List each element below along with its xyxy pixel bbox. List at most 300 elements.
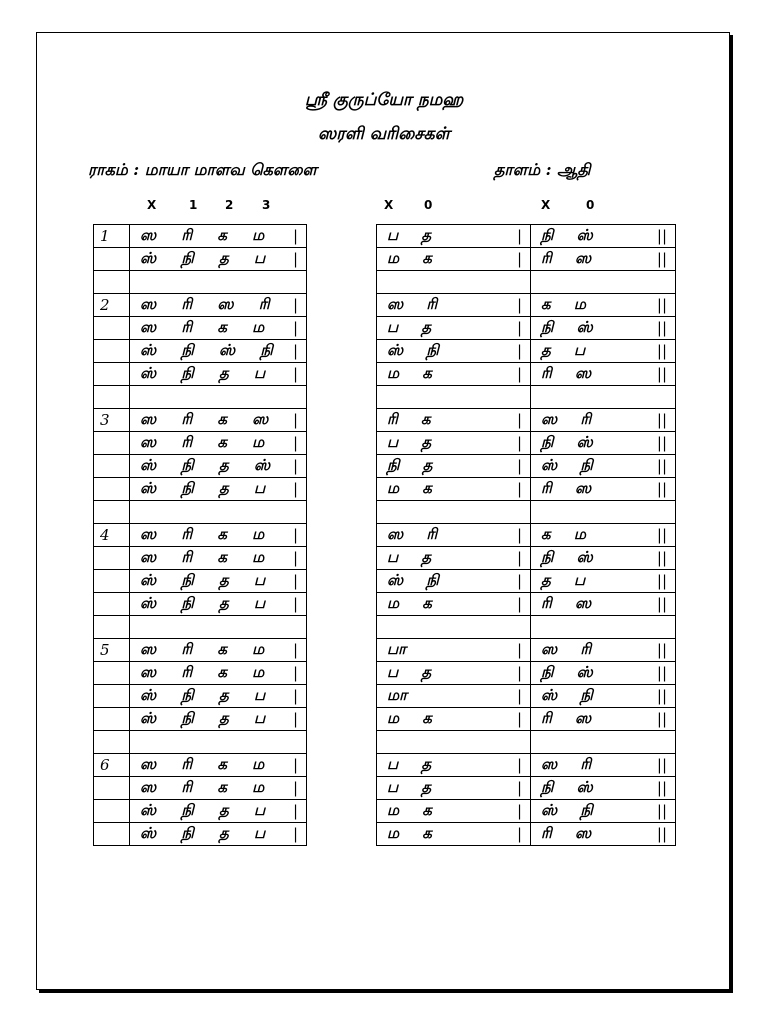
- tala-bar: |: [292, 779, 298, 797]
- tala-bar: |: [516, 802, 522, 820]
- tala-bar: |: [292, 250, 298, 268]
- tala-bar: |: [292, 434, 298, 452]
- laghu-cell: [130, 248, 307, 271]
- table-row: [94, 708, 676, 731]
- drutam-cell-2: [531, 800, 676, 823]
- column-gap: [307, 616, 377, 639]
- drutam-cell-1: [377, 478, 531, 501]
- table-row: [94, 501, 676, 524]
- drutam-cell-2: [531, 432, 676, 455]
- drutam-cell-2: [531, 225, 676, 248]
- swara-notes: நி ஸ்: [541, 226, 593, 244]
- beat-marker: 3: [262, 198, 271, 212]
- tala-bar: |: [292, 549, 298, 567]
- tala-bar: ||: [656, 756, 667, 774]
- tala-bar: |: [516, 227, 522, 245]
- row-number: [94, 363, 130, 386]
- table-row: [94, 777, 676, 800]
- tala-bar: |: [516, 457, 522, 475]
- tala-bar: ||: [656, 572, 667, 590]
- swara-notes: ஸ ரி க ம: [140, 663, 265, 681]
- laghu-cell: [130, 593, 307, 616]
- drutam-cell-2: [531, 731, 676, 754]
- drutam-cell-1: [377, 754, 531, 777]
- tala-bar: |: [516, 710, 522, 728]
- row-number: [94, 662, 130, 685]
- swara-notes: ஸ ரி க ம: [140, 226, 265, 244]
- drutam-cell-1: [377, 501, 531, 524]
- row-number: [94, 271, 130, 294]
- tala-bar: ||: [656, 802, 667, 820]
- drutam-cell-2: [531, 455, 676, 478]
- tala-bar: |: [292, 664, 298, 682]
- swara-notes: ம க: [387, 479, 432, 497]
- tala-bar: ||: [656, 319, 667, 337]
- drutam-cell-2: [531, 386, 676, 409]
- swara-notes: ஸ ரி ஸ ரி: [140, 295, 270, 313]
- swara-notes: ஸ் நி த ப: [140, 249, 266, 267]
- beat-marker: X: [541, 198, 551, 212]
- drutam-cell-2: [531, 524, 676, 547]
- row-number: [94, 823, 130, 846]
- row-number: [94, 501, 130, 524]
- swara-notes: ம க: [387, 801, 432, 819]
- drutam-cell-1: [377, 409, 531, 432]
- swara-notes: ஸ் நி த ப: [140, 824, 266, 842]
- table-row: [94, 363, 676, 386]
- table-row: [94, 662, 676, 685]
- swara-notes: ஸ் நி த ப: [140, 594, 266, 612]
- tala-bar: ||: [656, 227, 667, 245]
- tala-bar: ||: [656, 595, 667, 613]
- row-number: [94, 685, 130, 708]
- laghu-cell: [130, 754, 307, 777]
- column-gap: [307, 685, 377, 708]
- tala-bar: |: [516, 595, 522, 613]
- tala-bar: |: [516, 572, 522, 590]
- swara-notes: ஸ ரி க ம: [140, 640, 265, 658]
- table-row: [94, 248, 676, 271]
- tala-bar: |: [516, 319, 522, 337]
- drutam-cell-1: [377, 317, 531, 340]
- beat-marker: X: [147, 198, 157, 212]
- table-row: [94, 547, 676, 570]
- drutam-cell-1: [377, 524, 531, 547]
- swara-notes: பா: [387, 640, 406, 658]
- column-gap: [307, 386, 377, 409]
- drutam-cell-2: [531, 662, 676, 685]
- column-gap: [307, 340, 377, 363]
- tala-bar: |: [516, 779, 522, 797]
- swara-notes: ரி ஸ: [541, 594, 592, 612]
- swara-notes: ஸ ரி க ம: [140, 755, 265, 773]
- drutam-cell-1: [377, 777, 531, 800]
- tala-bar: ||: [656, 641, 667, 659]
- tala-bar: |: [516, 641, 522, 659]
- drutam-cell-1: [377, 639, 531, 662]
- tala-bar: ||: [656, 687, 667, 705]
- column-gap: [307, 478, 377, 501]
- swara-notes: ஸ் நி த ப: [140, 479, 266, 497]
- swara-notes: ஸ் நி த ப: [140, 801, 266, 819]
- swara-notes: ப த: [387, 318, 432, 336]
- swara-notes: ஸ் நி த ப: [140, 571, 266, 589]
- row-number: [94, 340, 130, 363]
- column-gap: [307, 731, 377, 754]
- swara-notes: ரி ஸ: [541, 364, 592, 382]
- row-number: [94, 478, 130, 501]
- page-title: ஸ்ரீ குருப்யோ நமஹ: [304, 90, 464, 110]
- swara-notes: ஸ் நி: [387, 341, 439, 359]
- row-number: [94, 731, 130, 754]
- swara-notes: நி ஸ்: [541, 778, 593, 796]
- swara-notes: ஸ ரி: [387, 295, 438, 313]
- laghu-cell: [130, 685, 307, 708]
- table-row: [94, 524, 676, 547]
- table-row: [94, 340, 676, 363]
- drutam-cell-1: [377, 800, 531, 823]
- table-row: [94, 432, 676, 455]
- table-row: [94, 455, 676, 478]
- row-number: [94, 800, 130, 823]
- swara-notes: ஸ் நி: [387, 571, 439, 589]
- drutam-cell-2: [531, 754, 676, 777]
- laghu-cell: [130, 294, 307, 317]
- swara-notes: ஸ் நி த ப: [140, 364, 266, 382]
- swara-table: [93, 224, 676, 846]
- row-number: [94, 547, 130, 570]
- tala-bar: |: [292, 572, 298, 590]
- raga-label: ராகம் : மாயா மாளவ கௌளை: [88, 160, 317, 179]
- drutam-cell-1: [377, 455, 531, 478]
- row-number: [94, 455, 130, 478]
- laghu-cell: [130, 524, 307, 547]
- row-number: 4: [94, 524, 130, 547]
- tala-label: தாளம் : ஆதி: [494, 160, 591, 179]
- table-row: [94, 386, 676, 409]
- tala-bar: |: [292, 595, 298, 613]
- tala-bar: |: [516, 365, 522, 383]
- table-row: [94, 639, 676, 662]
- tala-bar: |: [516, 296, 522, 314]
- tala-bar: |: [516, 825, 522, 843]
- tala-bar: ||: [656, 342, 667, 360]
- drutam-cell-1: [377, 248, 531, 271]
- drutam-cell-1: [377, 731, 531, 754]
- laghu-cell: [130, 501, 307, 524]
- swara-notes: ப த: [387, 226, 432, 244]
- row-number: [94, 248, 130, 271]
- drutam-cell-1: [377, 271, 531, 294]
- laghu-cell: [130, 225, 307, 248]
- drutam-cell-1: [377, 593, 531, 616]
- row-number: [94, 570, 130, 593]
- tala-bar: ||: [656, 549, 667, 567]
- drutam-cell-1: [377, 386, 531, 409]
- swara-notes: ஸ் நி த ப: [140, 686, 266, 704]
- tala-bar: ||: [656, 825, 667, 843]
- table-row: [94, 593, 676, 616]
- swara-notes: ஸ ரி: [541, 755, 592, 773]
- tala-bar: |: [292, 365, 298, 383]
- swara-notes: ப த: [387, 778, 432, 796]
- tala-bar: |: [516, 434, 522, 452]
- tala-bar: ||: [656, 526, 667, 544]
- tala-bar: ||: [656, 480, 667, 498]
- drutam-cell-2: [531, 685, 676, 708]
- drutam-cell-1: [377, 340, 531, 363]
- laghu-cell: [130, 777, 307, 800]
- drutam-cell-2: [531, 708, 676, 731]
- table-row: [94, 823, 676, 846]
- swara-notes: ஸ ரி க ம: [140, 525, 265, 543]
- tala-bar: |: [516, 480, 522, 498]
- drutam-cell-2: [531, 248, 676, 271]
- swara-notes: ரி ஸ: [541, 249, 592, 267]
- tala-bar: |: [516, 687, 522, 705]
- row-number: [94, 432, 130, 455]
- tala-bar: |: [292, 756, 298, 774]
- laghu-cell: [130, 363, 307, 386]
- laghu-cell: [130, 271, 307, 294]
- tala-bar: |: [516, 250, 522, 268]
- swara-notes: ரி ஸ: [541, 479, 592, 497]
- tala-bar: ||: [656, 434, 667, 452]
- drutam-cell-2: [531, 777, 676, 800]
- swara-notes: நி ஸ்: [541, 663, 593, 681]
- drutam-cell-1: [377, 363, 531, 386]
- drutam-cell-2: [531, 271, 676, 294]
- drutam-cell-2: [531, 478, 676, 501]
- row-number: [94, 317, 130, 340]
- swara-notes: ஸ ரி க ம: [140, 433, 265, 451]
- row-number: 5: [94, 639, 130, 662]
- swara-notes: ஸ ரி: [541, 410, 592, 428]
- table-row: [94, 754, 676, 777]
- tala-bar: ||: [656, 779, 667, 797]
- swara-notes: ஸ ரி க ம: [140, 778, 265, 796]
- tala-bar: |: [516, 411, 522, 429]
- tala-bar: ||: [656, 250, 667, 268]
- tala-bar: |: [292, 227, 298, 245]
- column-gap: [307, 547, 377, 570]
- column-gap: [307, 432, 377, 455]
- column-gap: [307, 708, 377, 731]
- row-number: [94, 386, 130, 409]
- row-number: 1: [94, 225, 130, 248]
- laghu-cell: [130, 455, 307, 478]
- swara-notes: ம க: [387, 709, 432, 727]
- row-number: 6: [94, 754, 130, 777]
- beat-marker: 0: [586, 198, 595, 212]
- laghu-cell: [130, 386, 307, 409]
- tala-bar: |: [516, 756, 522, 774]
- swara-notes: நி த: [387, 456, 433, 474]
- tala-bar: |: [292, 457, 298, 475]
- tala-bar: |: [516, 526, 522, 544]
- column-gap: [307, 754, 377, 777]
- tala-bar: ||: [656, 296, 667, 314]
- column-gap: [307, 524, 377, 547]
- drutam-cell-1: [377, 570, 531, 593]
- row-number: 2: [94, 294, 130, 317]
- tala-bar: |: [516, 342, 522, 360]
- laghu-cell: [130, 708, 307, 731]
- column-gap: [307, 501, 377, 524]
- laghu-cell: [130, 731, 307, 754]
- column-gap: [307, 317, 377, 340]
- column-gap: [307, 363, 377, 386]
- table-row: [94, 271, 676, 294]
- swara-notes: ஸ் நி: [541, 686, 593, 704]
- swara-notes: ஸ ரி க ஸ: [140, 410, 269, 428]
- swara-notes: ஸ் நி த ஸ்: [140, 456, 271, 474]
- column-gap: [307, 662, 377, 685]
- table-row: [94, 731, 676, 754]
- drutam-cell-2: [531, 639, 676, 662]
- drutam-cell-2: [531, 340, 676, 363]
- column-gap: [307, 271, 377, 294]
- beat-marker: 2: [225, 198, 234, 212]
- table-row: [94, 616, 676, 639]
- column-gap: [307, 777, 377, 800]
- drutam-cell-2: [531, 363, 676, 386]
- swara-notes: ஸ் நி ஸ் நி: [140, 341, 273, 359]
- tala-bar: ||: [656, 411, 667, 429]
- tala-bar: |: [292, 641, 298, 659]
- swara-notes: ரி ஸ: [541, 824, 592, 842]
- column-gap: [307, 225, 377, 248]
- swara-notes: ஸ ரி: [387, 525, 438, 543]
- drutam-cell-1: [377, 616, 531, 639]
- laghu-cell: [130, 547, 307, 570]
- swara-notes: ஸ ரி க ம: [140, 548, 265, 566]
- swara-notes: ஸ் நி: [541, 801, 593, 819]
- drutam-cell-2: [531, 616, 676, 639]
- beat-marker: 0: [424, 198, 433, 212]
- row-number: 3: [94, 409, 130, 432]
- swara-notes: ஸ் நி: [541, 456, 593, 474]
- row-number: [94, 777, 130, 800]
- tala-bar: ||: [656, 710, 667, 728]
- laghu-cell: [130, 340, 307, 363]
- table-row: [94, 317, 676, 340]
- laghu-cell: [130, 800, 307, 823]
- swara-notes: மா: [387, 686, 407, 704]
- row-number: [94, 616, 130, 639]
- swara-notes: ப த: [387, 755, 432, 773]
- column-gap: [307, 294, 377, 317]
- tala-bar: |: [292, 825, 298, 843]
- column-gap: [307, 570, 377, 593]
- tala-bar: |: [292, 296, 298, 314]
- drutam-cell-1: [377, 547, 531, 570]
- swara-notes: நி ஸ்: [541, 548, 593, 566]
- swara-notes: ஸ் நி த ப: [140, 709, 266, 727]
- column-gap: [307, 823, 377, 846]
- drutam-cell-2: [531, 501, 676, 524]
- laghu-cell: [130, 570, 307, 593]
- swara-notes: ஸ ரி: [541, 640, 592, 658]
- swara-notes: நி ஸ்: [541, 318, 593, 336]
- table-row: [94, 685, 676, 708]
- drutam-cell-1: [377, 294, 531, 317]
- swara-notes: த ப: [541, 341, 586, 359]
- swara-notes: ப த: [387, 433, 432, 451]
- row-number: [94, 593, 130, 616]
- tala-bar: |: [292, 411, 298, 429]
- laghu-cell: [130, 662, 307, 685]
- drutam-cell-1: [377, 225, 531, 248]
- drutam-cell-2: [531, 547, 676, 570]
- drutam-cell-2: [531, 593, 676, 616]
- tala-bar: |: [292, 687, 298, 705]
- swara-notes: ப த: [387, 663, 432, 681]
- drutam-cell-1: [377, 685, 531, 708]
- drutam-cell-1: [377, 823, 531, 846]
- swara-notes: ம க: [387, 824, 432, 842]
- tala-bar: |: [292, 480, 298, 498]
- laghu-cell: [130, 616, 307, 639]
- table-row: [94, 800, 676, 823]
- beat-marker: 1: [189, 198, 198, 212]
- tala-bar: ||: [656, 664, 667, 682]
- laghu-cell: [130, 317, 307, 340]
- swara-notes: ப த: [387, 548, 432, 566]
- drutam-cell-2: [531, 570, 676, 593]
- tala-bar: |: [516, 549, 522, 567]
- tala-bar: |: [516, 664, 522, 682]
- column-gap: [307, 248, 377, 271]
- table-row: [94, 570, 676, 593]
- table-row: [94, 294, 676, 317]
- table-row: [94, 478, 676, 501]
- drutam-cell-1: [377, 708, 531, 731]
- drutam-cell-2: [531, 317, 676, 340]
- swara-notes: க ம: [541, 525, 586, 543]
- tala-bar: ||: [656, 457, 667, 475]
- row-number: [94, 708, 130, 731]
- laghu-cell: [130, 639, 307, 662]
- drutam-cell-2: [531, 409, 676, 432]
- laghu-cell: [130, 409, 307, 432]
- laghu-cell: [130, 478, 307, 501]
- table-row: [94, 409, 676, 432]
- beat-marker: X: [384, 198, 394, 212]
- drutam-cell-2: [531, 823, 676, 846]
- column-gap: [307, 593, 377, 616]
- tala-bar: |: [292, 319, 298, 337]
- laghu-cell: [130, 823, 307, 846]
- swara-notes: ஸ ரி க ம: [140, 318, 265, 336]
- tala-bar: |: [292, 802, 298, 820]
- drutam-cell-2: [531, 294, 676, 317]
- swara-notes: ம க: [387, 249, 432, 267]
- swara-notes: ரி க: [387, 410, 431, 428]
- tala-bar: |: [292, 526, 298, 544]
- laghu-cell: [130, 432, 307, 455]
- tala-bar: |: [292, 342, 298, 360]
- column-gap: [307, 639, 377, 662]
- swara-notes: ம க: [387, 364, 432, 382]
- swara-notes: த ப: [541, 571, 586, 589]
- column-gap: [307, 800, 377, 823]
- swara-notes: ரி ஸ: [541, 709, 592, 727]
- swara-notes: நி ஸ்: [541, 433, 593, 451]
- tala-bar: ||: [656, 365, 667, 383]
- column-gap: [307, 455, 377, 478]
- drutam-cell-1: [377, 432, 531, 455]
